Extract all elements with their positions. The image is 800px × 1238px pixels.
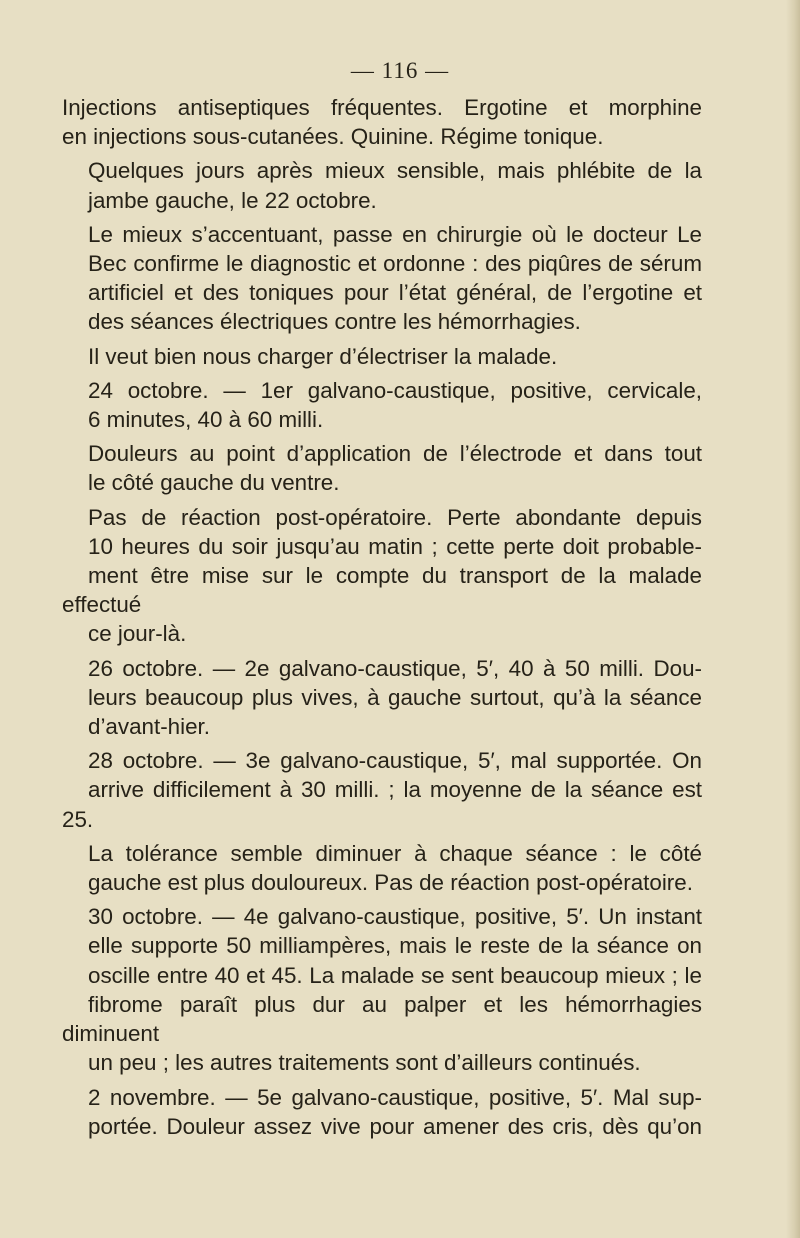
text-line: ment être mise sur le compte du transport de la malade effectué bbox=[62, 563, 702, 618]
text-line: d’avant-hier. bbox=[88, 714, 210, 740]
text-line: leurs beaucoup plus vives, à gauche surtout, qu’à la séance bbox=[88, 684, 702, 710]
paragraph bbox=[62, 746, 702, 834]
text-line: fibrome paraît plus dur au palper et les hémorrhagies diminuent bbox=[62, 991, 702, 1047]
text-line: Il veut bien nous charger d’électriser la malade. bbox=[88, 343, 558, 369]
text-line: arrive difficilement à 30 milli. ; la moyenne de la séance est 25. bbox=[62, 777, 702, 832]
paragraph bbox=[62, 156, 702, 214]
paragraph bbox=[62, 342, 702, 371]
text-line: portée. Douleur assez vive pour amener des cris, dès qu’on bbox=[88, 1113, 702, 1139]
page-number: — 116 — bbox=[350, 58, 450, 83]
paragraph bbox=[62, 1083, 702, 1141]
text-line: elle supporte 50 milliampères, mais le reste de la séance on bbox=[88, 933, 702, 959]
text-line: Douleurs au point d’application de l’électrode et dans tout bbox=[88, 441, 702, 467]
text-line: des séances électriques contre les hémorrhagies. bbox=[88, 309, 581, 335]
text-line: 2 novembre. — 5e galvano-caustique, positive, 5′. Mal sup- bbox=[88, 1084, 702, 1110]
text-line: artificiel et des toniques pour l’état général, de l’ergotine et bbox=[88, 280, 702, 306]
text-line: Le mieux s’accentuant, passe en chirurgie où le docteur Le bbox=[88, 221, 702, 247]
paragraph bbox=[62, 220, 702, 337]
text-line: Injections antiseptiques fréquentes. Ergotine et morphine bbox=[62, 95, 702, 120]
text-line: le côté gauche du ventre. bbox=[88, 470, 340, 496]
page-edge-shadow bbox=[786, 0, 800, 1238]
paragraph bbox=[62, 376, 702, 434]
text-line: 6 minutes, 40 à 60 milli. bbox=[88, 407, 324, 433]
text-line: La tolérance semble diminuer à chaque séance : le côté bbox=[88, 840, 702, 866]
paragraph bbox=[62, 93, 702, 151]
text-line: gauche est plus douloureux. Pas de réaction post-opératoire. bbox=[88, 870, 693, 896]
text-line: 26 octobre. — 2e galvano-caustique, 5′, 40 à 50 milli. Dou- bbox=[88, 655, 702, 681]
text-line: Bec confirme le diagnostic et ordonne : des piqûres de sérum bbox=[88, 251, 702, 277]
paragraph bbox=[62, 839, 702, 897]
paragraph bbox=[62, 654, 702, 742]
body-text bbox=[62, 93, 702, 1146]
paragraph bbox=[62, 902, 702, 1077]
text-line: un peu ; les autres traitements sont d’ailleurs continués. bbox=[88, 1050, 641, 1076]
text-line: Quelques jours après mieux sensible, mais phlébite de la bbox=[88, 158, 702, 184]
text-line: Pas de réaction post-opératoire. Perte abondante depuis bbox=[88, 504, 702, 530]
text-line: 30 octobre. — 4e galvano-caustique, positive, 5′. Un instant bbox=[88, 904, 702, 930]
text-line: oscille entre 40 et 45. La malade se sent beaucoup mieux ; le bbox=[88, 962, 702, 988]
paragraph bbox=[62, 439, 702, 497]
text-line: jambe gauche, le 22 octobre. bbox=[88, 187, 377, 213]
paragraph bbox=[62, 503, 702, 649]
text-line: en injections sous-cutanées. Quinine. Régime tonique. bbox=[62, 124, 604, 150]
text-line: 28 octobre. — 3e galvano-caustique, 5′, mal supportée. On bbox=[88, 748, 702, 774]
text-line: ce jour-là. bbox=[88, 621, 187, 647]
text-line: 24 octobre. — 1er galvano-caustique, positive, cervicale, bbox=[88, 377, 702, 403]
text-line: 10 heures du soir jusqu’au matin ; cette perte doit probable- bbox=[88, 533, 702, 559]
